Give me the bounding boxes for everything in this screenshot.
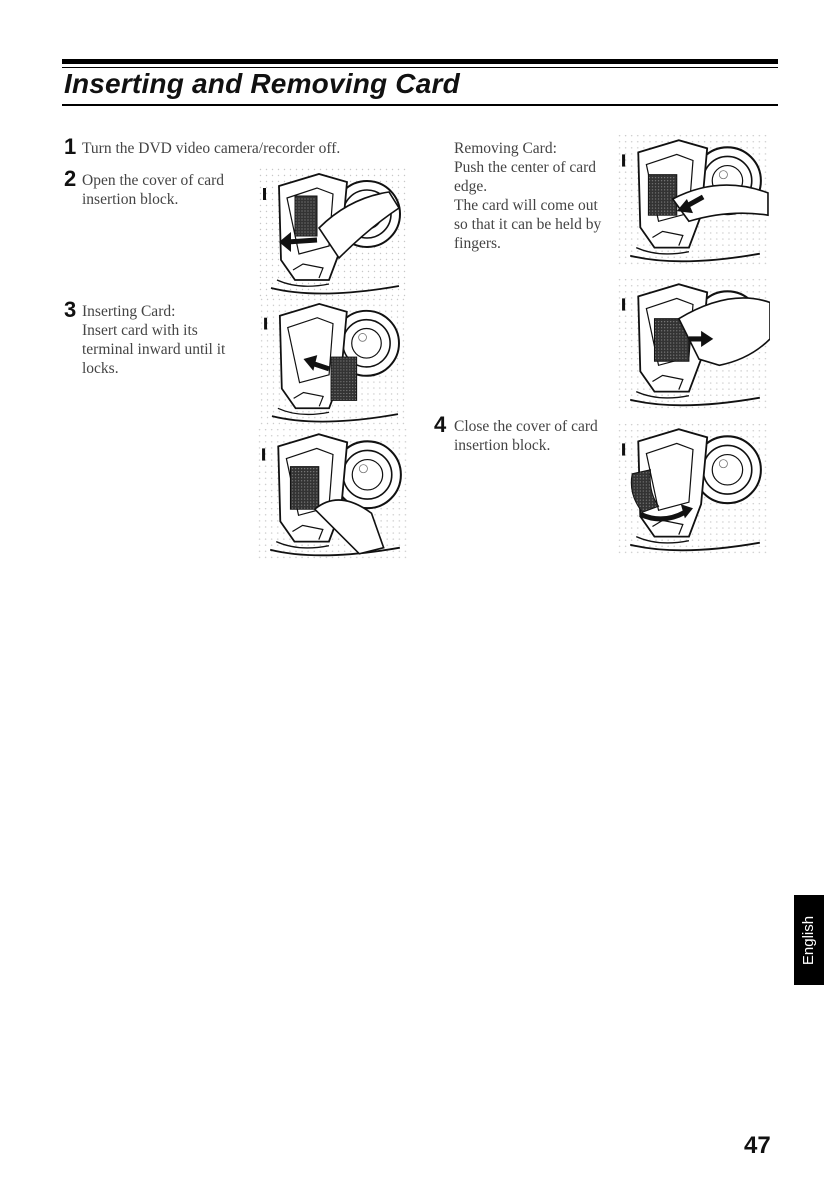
page-title: Inserting and Removing Card: [64, 68, 460, 99]
removing-line: fingers.: [454, 235, 501, 252]
step-3-line: Inserting Card:: [82, 303, 176, 320]
language-tab: [794, 895, 824, 985]
step-4-text: [454, 417, 598, 455]
step-1-text: [82, 139, 340, 158]
removing-line: Push the center of card: [454, 159, 597, 176]
removing-line: The card will come out: [454, 197, 598, 214]
open-cover-illustration: [258, 168, 410, 298]
step-1-line: Turn the DVD video camera/recorder off.: [82, 140, 341, 157]
step-4-number: 4: [434, 412, 447, 437]
card-in-slot-icon: [290, 467, 318, 510]
removing-line: Removing Card:: [454, 140, 557, 157]
insert-card-illustration: [258, 298, 410, 426]
step-2-line: insertion block.: [82, 191, 179, 208]
memory-card-icon: [331, 357, 357, 400]
removing-line: so that it can be held by: [454, 216, 602, 233]
step-2-number: 2: [64, 166, 77, 191]
step-3-number: 3: [64, 297, 77, 322]
card-inserted-illustration: [258, 428, 410, 560]
step-3-line: locks.: [82, 360, 119, 377]
step-4-line: Close the cover of card: [454, 418, 598, 435]
step-3-line: Insert card with its: [82, 322, 198, 339]
step-4-line: insertion block.: [454, 437, 551, 454]
card-slot-cover: [295, 196, 317, 236]
step-2-text: [82, 171, 224, 209]
title-underline: [62, 104, 778, 106]
step-3-line: terminal inward until it: [82, 341, 226, 358]
pull-card-illustration: [618, 276, 770, 412]
arrow-left-icon: [287, 240, 317, 242]
language-tab-label: English: [800, 915, 818, 965]
page-number: 47: [744, 1132, 771, 1159]
step-2-line: Open the cover of card: [82, 172, 225, 189]
close-cover-illustration: [618, 420, 770, 558]
push-card-illustration: [618, 130, 770, 270]
step-3-text: [82, 302, 225, 378]
step-1-number: 1: [64, 134, 77, 159]
card-in-slot-icon: [648, 175, 676, 216]
removing-line: edge.: [454, 178, 488, 195]
header-rule: [62, 59, 778, 64]
removing-card-text: [454, 139, 601, 253]
